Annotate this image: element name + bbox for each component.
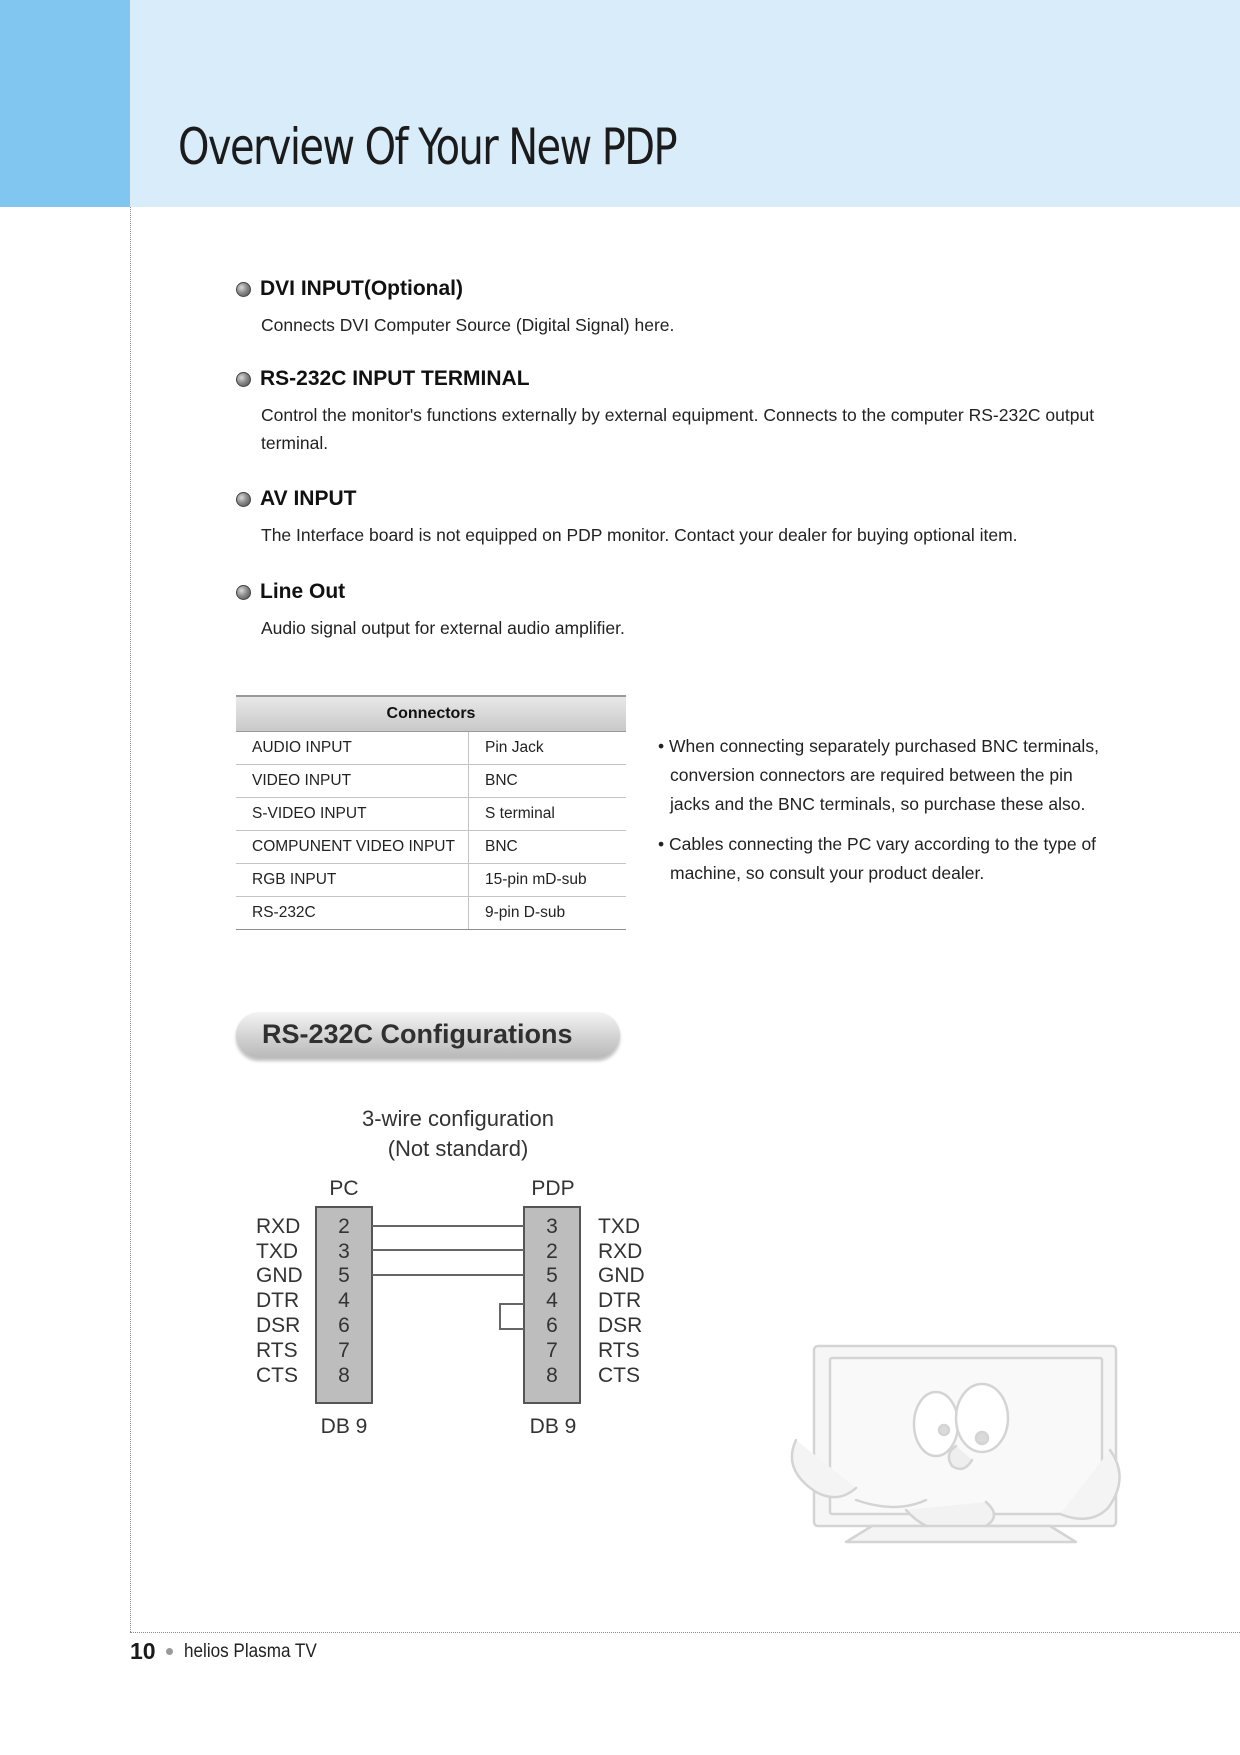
page-footer [130, 1638, 331, 1665]
footer-brand: helios Plasma TV [183, 1640, 317, 1662]
connectors-table [236, 695, 626, 930]
signal-label: RXD [598, 1240, 643, 1263]
section-heading: AV INPUT [260, 487, 357, 510]
section-heading: DVI INPUT(Optional) [260, 277, 463, 300]
pin-number: 4 [546, 1289, 558, 1312]
pin-number: 5 [546, 1264, 558, 1287]
pin-number: 7 [338, 1339, 350, 1362]
signal-label: TXD [256, 1240, 298, 1263]
pin-number: 8 [546, 1364, 558, 1387]
pin-number: 3 [546, 1215, 558, 1238]
pin-number: 2 [546, 1240, 558, 1263]
header-tab [0, 0, 130, 207]
pin-number: 2 [338, 1215, 350, 1238]
connector-name: S-VIDEO INPUT [236, 798, 469, 831]
pin-number: 6 [546, 1314, 558, 1337]
table-header: Connectors [236, 696, 626, 732]
section-body: Audio signal output for external audio amplifier. [261, 618, 625, 638]
section-av-input [236, 487, 1136, 549]
connector-type: 9-pin D-sub [469, 897, 627, 930]
left-dotted-rule [130, 207, 131, 1632]
pin-number: 7 [546, 1339, 558, 1362]
signal-label: CTS [598, 1364, 640, 1387]
diagram-title-line2: (Not standard) [387, 1136, 529, 1161]
section-line-out [236, 580, 1136, 642]
pc-db9-label: DB 9 [320, 1415, 368, 1438]
connection-notes [658, 732, 1108, 899]
signal-label: DTR [598, 1289, 642, 1312]
connector-type: Pin Jack [469, 732, 627, 765]
signal-label: RTS [256, 1339, 298, 1362]
loopback-dtr-dsr [500, 1304, 524, 1329]
bullet-icon [236, 492, 251, 507]
table-row [236, 831, 626, 864]
rs232c-wiring-diagram [240, 1095, 660, 1455]
signal-label: DTR [256, 1289, 300, 1312]
config-title-pill [236, 1012, 620, 1058]
table-row [236, 897, 626, 930]
signal-label: DSR [598, 1314, 643, 1337]
bullet-icon [236, 372, 251, 387]
signal-label: DSR [256, 1314, 301, 1337]
signal-label: RTS [598, 1339, 640, 1362]
table-row [236, 798, 626, 831]
section-dvi-input [236, 277, 1136, 339]
pdp-signal-labels [598, 1215, 645, 1387]
page-title: Overview Of Your New PDP [178, 118, 677, 176]
bullet-icon [236, 585, 251, 600]
connector-type: BNC [469, 765, 627, 798]
signal-label: RXD [256, 1215, 301, 1238]
section-body: Control the monitor's functions externally by external equipment. Connects to the computer RS-232C output terminal. [261, 405, 1095, 453]
connector-name: AUDIO INPUT [236, 732, 469, 765]
pdp-pin-numbers [546, 1215, 558, 1387]
note-item: • When connecting separately purchased BNC terminals, conversion connectors are required between the pin jacks and the BNC terminals, so purchase these also. [658, 736, 1099, 814]
section-heading: RS-232C INPUT TERMINAL [260, 367, 530, 390]
pdp-db9-label: DB 9 [529, 1415, 577, 1438]
table-row [236, 864, 626, 897]
footer-dot-icon [166, 1648, 173, 1655]
connector-name: RS-232C [236, 897, 469, 930]
pc-label: PC [329, 1177, 359, 1200]
page-number: 10 [130, 1638, 156, 1664]
section-rs232c-terminal [236, 367, 1136, 457]
connector-type: S terminal [469, 798, 627, 831]
table-row [236, 732, 626, 765]
pin-number: 6 [338, 1314, 350, 1337]
pin-number: 3 [338, 1240, 350, 1263]
section-heading: Line Out [260, 580, 346, 603]
connector-name: VIDEO INPUT [236, 765, 469, 798]
connector-type: 15-pin mD-sub [469, 864, 627, 897]
connector-name: COMPUNENT VIDEO INPUT [236, 831, 469, 864]
bullet-icon [236, 282, 251, 297]
table-row [236, 765, 626, 798]
diagram-title-line1: 3-wire configuration [362, 1106, 554, 1131]
signal-label: TXD [598, 1215, 640, 1238]
signal-label: CTS [256, 1364, 298, 1387]
pin-number: 8 [338, 1364, 350, 1387]
signal-label: GND [598, 1264, 645, 1287]
connector-name: RGB INPUT [236, 864, 469, 897]
config-title: RS-232C Configurations [262, 1019, 573, 1049]
tv-mascot-illustration [786, 1340, 1126, 1570]
note-item: • Cables connecting the PC vary according to the type of machine, so consult your product dealer. [658, 834, 1097, 883]
pin-number: 5 [338, 1264, 350, 1287]
section-body: Connects DVI Computer Source (Digital Signal) here. [261, 315, 675, 335]
pc-pin-numbers [338, 1215, 350, 1387]
footer-dotted-rule [130, 1632, 1240, 1633]
pc-signal-labels [256, 1215, 303, 1387]
pin-number: 4 [338, 1289, 350, 1312]
connector-type: BNC [469, 831, 627, 864]
section-body: The Interface board is not equipped on PDP monitor. Contact your dealer for buying optional item. [261, 525, 1018, 545]
pdp-label: PDP [531, 1177, 575, 1200]
signal-label: GND [256, 1264, 303, 1287]
